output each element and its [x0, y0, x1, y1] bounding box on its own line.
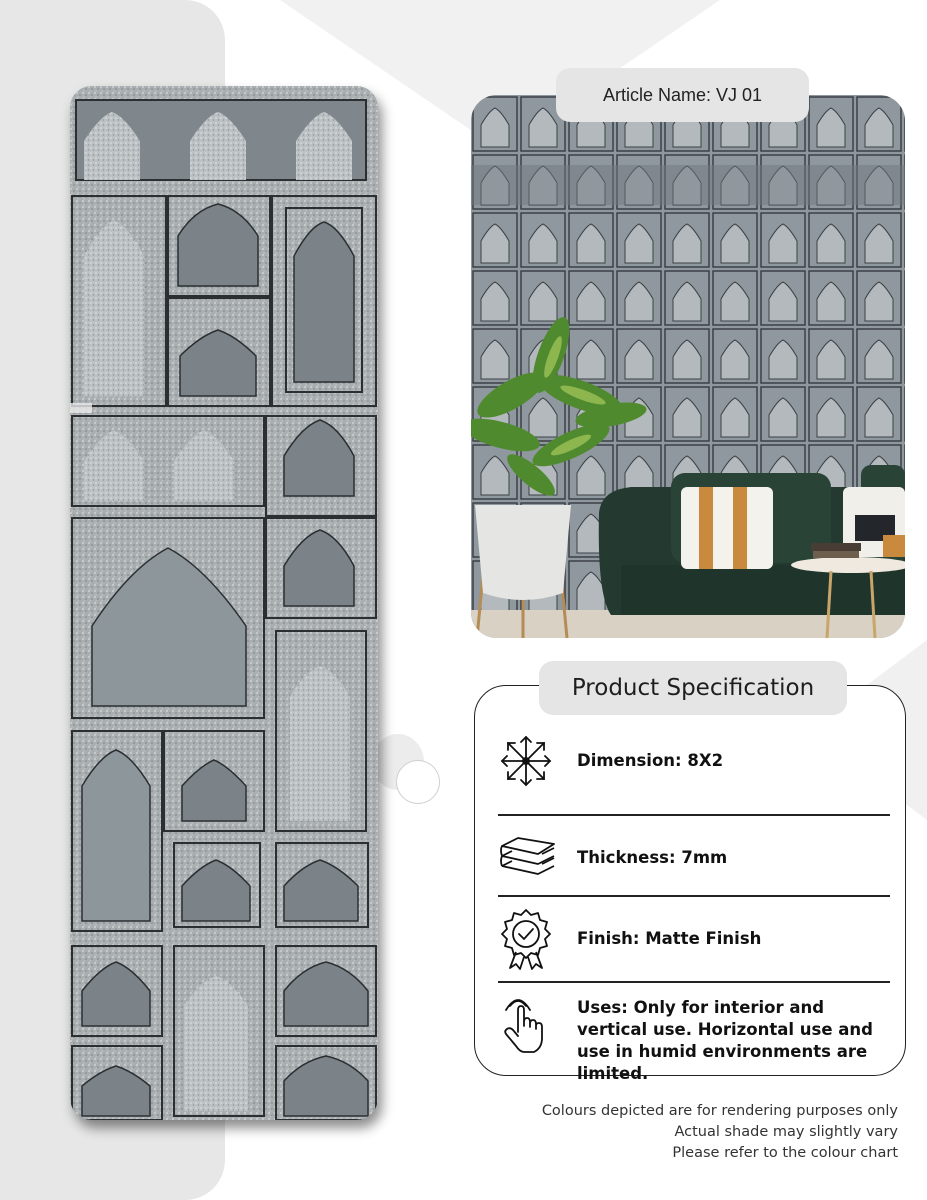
spec-divider: [498, 814, 890, 816]
award-badge-icon: [498, 908, 560, 970]
spec-row-dimension: [498, 730, 890, 792]
layers-icon: [498, 827, 560, 889]
spec-finish-text: Finish: Matte Finish: [577, 929, 762, 948]
disclaimer-line: Colours depicted are for rendering purposes only: [541, 1103, 898, 1119]
background-circle: [396, 760, 440, 804]
spec-dimension-text: Dimension: 8X2: [577, 751, 724, 770]
spec-row-finish: [498, 908, 890, 970]
spec-divider: [498, 895, 890, 897]
panel-sample-image: [70, 86, 378, 1120]
spec-row-uses: [498, 995, 890, 1085]
colour-disclaimer: [478, 1101, 898, 1164]
spec-thickness-text: Thickness: 7mm: [577, 848, 728, 867]
disclaimer-line: Please refer to the colour chart: [672, 1145, 898, 1161]
spec-uses-text: Uses: Only for interior and vertical use. Horizontal use and use in humid environments are limited.: [577, 998, 873, 1083]
spec-divider: [498, 981, 890, 983]
touch-hand-icon: [498, 995, 560, 1057]
room-scene-image: [471, 95, 905, 638]
spec-row-thickness: [498, 827, 890, 889]
article-name-label: Article Name: VJ 01: [556, 68, 809, 122]
expand-arrows-icon: [498, 730, 560, 792]
specification-title: Product Specification: [539, 661, 847, 715]
disclaimer-line: Actual shade may slightly vary: [674, 1124, 898, 1140]
